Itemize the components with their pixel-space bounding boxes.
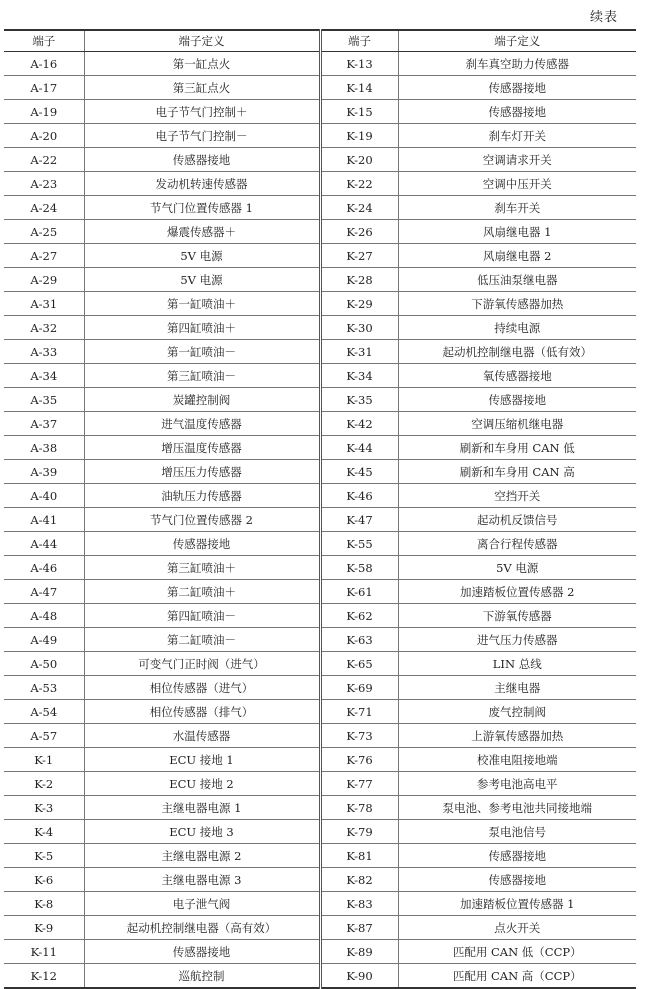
- terminal-left-cell: A-53: [4, 676, 84, 700]
- definition-left-cell: 第一缸喷油－: [84, 340, 320, 364]
- definition-right-cell: 匹配用 CAN 低（CCP）: [398, 940, 636, 964]
- definition-right-cell: 校准电阻接地端: [398, 748, 636, 772]
- definition-left-cell: 爆震传感器＋: [84, 220, 320, 244]
- terminal-right-cell: K-55: [320, 532, 398, 556]
- terminal-left-cell: A-50: [4, 652, 84, 676]
- terminal-right-cell: K-78: [320, 796, 398, 820]
- table-row: [4, 532, 636, 556]
- table-row: [4, 820, 636, 844]
- terminal-left-cell: K-9: [4, 916, 84, 940]
- definition-right-cell: 5V 电源: [398, 556, 636, 580]
- terminal-right-cell: K-13: [320, 52, 398, 76]
- table-row: [4, 76, 636, 100]
- table-row: [4, 724, 636, 748]
- terminal-right-cell: K-62: [320, 604, 398, 628]
- terminal-left-cell: K-5: [4, 844, 84, 868]
- definition-left-cell: 可变气门正时阀（进气）: [84, 652, 320, 676]
- table-row: [4, 868, 636, 892]
- definition-left-cell: 进气温度传感器: [84, 412, 320, 436]
- terminal-right-cell: K-46: [320, 484, 398, 508]
- terminal-left-cell: A-38: [4, 436, 84, 460]
- definition-right-cell: 传感器接地: [398, 76, 636, 100]
- table-row: [4, 388, 636, 412]
- definition-right-cell: 风扇继电器 1: [398, 220, 636, 244]
- definition-left-cell: 电子节气门控制－: [84, 124, 320, 148]
- definition-right-cell: 废气控制阀: [398, 700, 636, 724]
- definition-left-cell: 增压温度传感器: [84, 436, 320, 460]
- terminal-left-cell: A-54: [4, 700, 84, 724]
- table-row: [4, 436, 636, 460]
- terminal-left-cell: K-1: [4, 748, 84, 772]
- terminal-right-cell: K-82: [320, 868, 398, 892]
- definition-left-cell: 主继电器电源 2: [84, 844, 320, 868]
- terminal-right-cell: K-15: [320, 100, 398, 124]
- terminal-left-cell: A-24: [4, 196, 84, 220]
- table-row: [4, 196, 636, 220]
- table-row: [4, 268, 636, 292]
- header-definition-left: 端子定义: [84, 30, 320, 52]
- definition-right-cell: 刷新和车身用 CAN 低: [398, 436, 636, 460]
- header-definition-right: 端子定义: [398, 30, 636, 52]
- terminal-right-cell: K-83: [320, 892, 398, 916]
- definition-right-cell: 主继电器: [398, 676, 636, 700]
- terminal-right-cell: K-24: [320, 196, 398, 220]
- definition-right-cell: 刹车开关: [398, 196, 636, 220]
- definition-right-cell: 刹车灯开关: [398, 124, 636, 148]
- definition-left-cell: 传感器接地: [84, 532, 320, 556]
- terminal-right-cell: K-87: [320, 916, 398, 940]
- terminal-left-cell: A-25: [4, 220, 84, 244]
- terminal-right-cell: K-79: [320, 820, 398, 844]
- definition-left-cell: 发动机转速传感器: [84, 172, 320, 196]
- terminal-left-cell: A-46: [4, 556, 84, 580]
- terminal-left-cell: A-22: [4, 148, 84, 172]
- terminal-left-cell: A-57: [4, 724, 84, 748]
- terminal-right-cell: K-89: [320, 940, 398, 964]
- terminal-left-cell: K-12: [4, 964, 84, 989]
- definition-right-cell: 空调请求开关: [398, 148, 636, 172]
- definition-left-cell: ECU 接地 2: [84, 772, 320, 796]
- table-row: [4, 892, 636, 916]
- definition-left-cell: 第二缸喷油＋: [84, 580, 320, 604]
- terminal-right-cell: K-19: [320, 124, 398, 148]
- definition-left-cell: 增压压力传感器: [84, 460, 320, 484]
- definition-right-cell: 氧传感器接地: [398, 364, 636, 388]
- terminal-left-cell: A-23: [4, 172, 84, 196]
- definition-right-cell: 进气压力传感器: [398, 628, 636, 652]
- terminal-right-cell: K-14: [320, 76, 398, 100]
- definition-left-cell: ECU 接地 1: [84, 748, 320, 772]
- terminal-right-cell: K-29: [320, 292, 398, 316]
- terminal-right-cell: K-27: [320, 244, 398, 268]
- table-row: [4, 628, 636, 652]
- definition-right-cell: 空挡开关: [398, 484, 636, 508]
- terminal-left-cell: K-8: [4, 892, 84, 916]
- terminal-right-cell: K-28: [320, 268, 398, 292]
- definition-left-cell: 第三缸喷油＋: [84, 556, 320, 580]
- terminal-right-cell: K-45: [320, 460, 398, 484]
- definition-left-cell: 第二缸喷油－: [84, 628, 320, 652]
- table-row: [4, 172, 636, 196]
- definition-right-cell: 空调压缩机继电器: [398, 412, 636, 436]
- table-row: [4, 964, 636, 989]
- terminal-left-cell: K-4: [4, 820, 84, 844]
- terminal-left-cell: K-6: [4, 868, 84, 892]
- definition-right-cell: 刹车真空助力传感器: [398, 52, 636, 76]
- terminal-left-cell: A-41: [4, 508, 84, 532]
- table-row: [4, 52, 636, 76]
- definition-left-cell: ECU 接地 3: [84, 820, 320, 844]
- terminal-right-cell: K-77: [320, 772, 398, 796]
- terminal-right-cell: K-44: [320, 436, 398, 460]
- terminal-left-cell: A-27: [4, 244, 84, 268]
- table-row: [4, 412, 636, 436]
- table-row: [4, 916, 636, 940]
- terminal-left-cell: A-29: [4, 268, 84, 292]
- header-terminal-left: 端子: [4, 30, 84, 52]
- table-row: [4, 364, 636, 388]
- header-terminal-right: 端子: [320, 30, 398, 52]
- definition-left-cell: 节气门位置传感器 2: [84, 508, 320, 532]
- table-row: [4, 556, 636, 580]
- definition-right-cell: 泵电池信号: [398, 820, 636, 844]
- table-row: [4, 676, 636, 700]
- definition-right-cell: 离合行程传感器: [398, 532, 636, 556]
- terminal-right-cell: K-47: [320, 508, 398, 532]
- terminal-right-cell: K-90: [320, 964, 398, 989]
- definition-right-cell: 加速踏板位置传感器 2: [398, 580, 636, 604]
- definition-right-cell: 上游氧传感器加热: [398, 724, 636, 748]
- definition-right-cell: 起动机反馈信号: [398, 508, 636, 532]
- terminal-left-cell: A-20: [4, 124, 84, 148]
- terminal-right-cell: K-35: [320, 388, 398, 412]
- table-row: [4, 316, 636, 340]
- terminal-left-cell: A-35: [4, 388, 84, 412]
- terminal-left-cell: K-2: [4, 772, 84, 796]
- definition-left-cell: 节气门位置传感器 1: [84, 196, 320, 220]
- table-row: [4, 220, 636, 244]
- table-row: [4, 484, 636, 508]
- definition-right-cell: 传感器接地: [398, 868, 636, 892]
- definition-left-cell: 传感器接地: [84, 148, 320, 172]
- terminal-right-cell: K-76: [320, 748, 398, 772]
- definition-left-cell: 5V 电源: [84, 268, 320, 292]
- terminal-right-cell: K-31: [320, 340, 398, 364]
- definition-left-cell: 电子节气门控制＋: [84, 100, 320, 124]
- terminal-right-cell: K-34: [320, 364, 398, 388]
- table-row: [4, 460, 636, 484]
- definition-left-cell: 起动机控制继电器（高有效）: [84, 916, 320, 940]
- table-row: [4, 844, 636, 868]
- definition-left-cell: 相位传感器（进气）: [84, 676, 320, 700]
- terminal-right-cell: K-22: [320, 172, 398, 196]
- terminal-right-cell: K-58: [320, 556, 398, 580]
- table-row: [4, 292, 636, 316]
- definition-right-cell: 持续电源: [398, 316, 636, 340]
- table-row: [4, 700, 636, 724]
- table-row: [4, 340, 636, 364]
- table-row: [4, 772, 636, 796]
- definition-left-cell: 油轨压力传感器: [84, 484, 320, 508]
- continued-label: 续表: [589, 10, 618, 25]
- definition-left-cell: 第三缸点火: [84, 76, 320, 100]
- terminal-left-cell: A-31: [4, 292, 84, 316]
- table-row: [4, 796, 636, 820]
- terminal-left-cell: A-44: [4, 532, 84, 556]
- definition-left-cell: 第一缸点火: [84, 52, 320, 76]
- definition-right-cell: 传感器接地: [398, 388, 636, 412]
- table-row: [4, 100, 636, 124]
- definition-right-cell: 起动机控制继电器（低有效）: [398, 340, 636, 364]
- definition-left-cell: 第四缸喷油＋: [84, 316, 320, 340]
- terminal-right-cell: K-26: [320, 220, 398, 244]
- definition-right-cell: 传感器接地: [398, 844, 636, 868]
- definition-right-cell: 空调中压开关: [398, 172, 636, 196]
- table-header-row: [4, 30, 636, 52]
- terminal-left-cell: A-19: [4, 100, 84, 124]
- table-row: [4, 748, 636, 772]
- terminal-right-cell: K-63: [320, 628, 398, 652]
- terminal-right-cell: K-71: [320, 700, 398, 724]
- definition-left-cell: 传感器接地: [84, 940, 320, 964]
- definition-right-cell: LIN 总线: [398, 652, 636, 676]
- terminal-left-cell: A-17: [4, 76, 84, 100]
- definition-left-cell: 第一缸喷油＋: [84, 292, 320, 316]
- table-row: [4, 940, 636, 964]
- terminal-right-cell: K-20: [320, 148, 398, 172]
- definition-right-cell: 风扇继电器 2: [398, 244, 636, 268]
- definition-right-cell: 点火开关: [398, 916, 636, 940]
- definition-right-cell: 加速踏板位置传感器 1: [398, 892, 636, 916]
- definition-left-cell: 第四缸喷油－: [84, 604, 320, 628]
- terminal-right-cell: K-81: [320, 844, 398, 868]
- definition-right-cell: 参考电池高电平: [398, 772, 636, 796]
- terminal-right-cell: K-42: [320, 412, 398, 436]
- definition-right-cell: 刷新和车身用 CAN 高: [398, 460, 636, 484]
- table-body: [4, 52, 636, 989]
- definition-left-cell: 第三缸喷油－: [84, 364, 320, 388]
- terminal-left-cell: A-39: [4, 460, 84, 484]
- table-row: [4, 244, 636, 268]
- definition-left-cell: 相位传感器（排气）: [84, 700, 320, 724]
- definition-left-cell: 主继电器电源 3: [84, 868, 320, 892]
- terminal-left-cell: A-40: [4, 484, 84, 508]
- definition-left-cell: 巡航控制: [84, 964, 320, 989]
- terminal-right-cell: K-30: [320, 316, 398, 340]
- definition-left-cell: 5V 电源: [84, 244, 320, 268]
- definition-right-cell: 低压油泵继电器: [398, 268, 636, 292]
- terminal-left-cell: A-47: [4, 580, 84, 604]
- definition-right-cell: 泵电池、参考电池共同接地端: [398, 796, 636, 820]
- table-row: [4, 508, 636, 532]
- terminal-right-cell: K-65: [320, 652, 398, 676]
- definition-left-cell: 水温传感器: [84, 724, 320, 748]
- terminal-left-cell: A-33: [4, 340, 84, 364]
- terminal-right-cell: K-69: [320, 676, 398, 700]
- definition-right-cell: 下游氧传感器: [398, 604, 636, 628]
- definition-left-cell: 炭罐控制阀: [84, 388, 320, 412]
- table-row: [4, 652, 636, 676]
- terminal-left-cell: K-11: [4, 940, 84, 964]
- terminal-right-cell: K-73: [320, 724, 398, 748]
- definition-right-cell: 下游氧传感器加热: [398, 292, 636, 316]
- terminal-left-cell: A-32: [4, 316, 84, 340]
- definition-right-cell: 匹配用 CAN 高（CCP）: [398, 964, 636, 989]
- table-row: [4, 580, 636, 604]
- definition-right-cell: 传感器接地: [398, 100, 636, 124]
- terminal-left-cell: A-49: [4, 628, 84, 652]
- table-row: [4, 148, 636, 172]
- terminal-left-cell: A-34: [4, 364, 84, 388]
- terminal-left-cell: A-48: [4, 604, 84, 628]
- terminal-left-cell: K-3: [4, 796, 84, 820]
- table-row: [4, 124, 636, 148]
- terminal-left-cell: A-37: [4, 412, 84, 436]
- definition-left-cell: 电子泄气阀: [84, 892, 320, 916]
- terminal-definition-table: [4, 29, 636, 989]
- terminal-right-cell: K-61: [320, 580, 398, 604]
- definition-left-cell: 主继电器电源 1: [84, 796, 320, 820]
- terminal-left-cell: A-16: [4, 52, 84, 76]
- table-row: [4, 604, 636, 628]
